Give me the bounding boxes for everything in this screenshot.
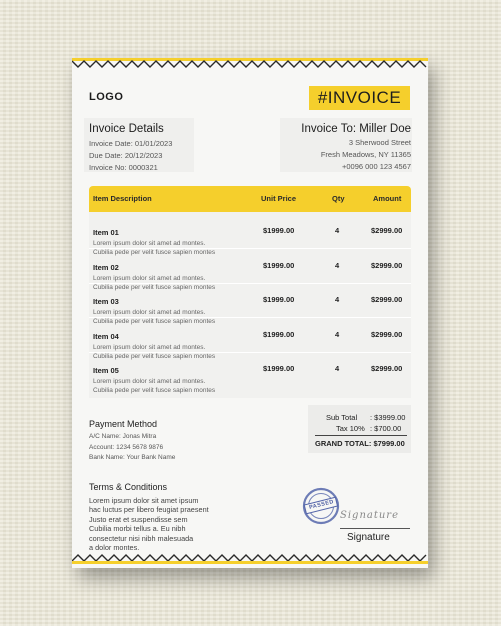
tax-label: Tax 10% [336, 424, 365, 433]
subtotal-label: Sub Total [326, 413, 358, 422]
invoice-details-lines [89, 138, 172, 174]
signature-label: Signature [347, 532, 390, 543]
terms-line: Cubilia morbi tellus a. Eu nibh [89, 524, 186, 534]
item-qty: 4 [335, 330, 340, 339]
col-amount: Amount [373, 194, 402, 203]
item-desc-line: Lorem ipsum dolor sit amet ad montes. [93, 309, 206, 316]
account-number: Account: 1234 5678 9876 [89, 443, 164, 451]
item-amount: $2999.00 [371, 295, 403, 304]
account-name: A/C Name: Jonas Mitra [89, 433, 157, 440]
terms-line: consectetur nisi nibh malesuada [89, 533, 194, 543]
item-price: $1999.00 [263, 364, 295, 373]
item-qty: 4 [335, 295, 340, 304]
item-desc-line: Cubilia pede per velit fusce sapien montes [93, 249, 216, 256]
item-price: $1999.00 [263, 261, 295, 270]
top-zigzag-border [72, 58, 428, 68]
item-amount: $2999.00 [371, 330, 403, 339]
invoice-details-title: Invoice Details [89, 123, 164, 135]
signature-script: Signature [340, 510, 400, 521]
totals-divider [315, 435, 407, 436]
stamp-text: PASSED [308, 499, 335, 511]
col-item-description: Item Description [93, 194, 152, 203]
item-qty: 4 [335, 364, 340, 373]
invoice-paper [72, 58, 428, 568]
invoice-to-lines [321, 137, 411, 173]
table-row [89, 214, 411, 256]
signature-line [340, 528, 410, 529]
item-qty: 4 [335, 226, 340, 235]
item-desc-line: Cubilia pede per velit fusce sapien montes [93, 387, 216, 394]
tax-value: : $700.00 [370, 424, 402, 433]
invoice-number: Invoice No: 0000321 [89, 163, 158, 172]
item-name: Item 03 [93, 297, 119, 306]
item-desc-line: Lorem ipsum dolor sit amet ad montes. [93, 344, 206, 351]
item-desc-line: Cubilia pede per velit fusce sapien montes [93, 318, 216, 325]
col-unit-price: Unit Price [261, 194, 297, 203]
table-header [89, 186, 411, 212]
logo: LOGO [89, 91, 124, 103]
item-description [93, 377, 253, 395]
item-desc-line: Cubilia pede per velit fusce sapien montes [93, 353, 216, 360]
item-amount: $2999.00 [371, 226, 403, 235]
terms-line: a dolor montes. [89, 543, 140, 553]
terms-line: Lorem ipsum dolor sit amet ipsum [89, 496, 199, 505]
address-street: 3 Sherwood Street [348, 138, 411, 147]
terms-line: Justo erat et suspendisse sem [89, 514, 188, 524]
item-name: Item 05 [93, 366, 119, 375]
terms-line: hac luctus per libero feugiat praesent [89, 505, 209, 515]
invoice-to-title: Invoice To: Miller Doe [301, 123, 411, 135]
table-row [89, 283, 411, 325]
item-desc-line: Lorem ipsum dolor sit amet ad montes. [93, 275, 206, 282]
bank-name: Bank Name: Your Bank Name [89, 454, 176, 461]
payment-method-lines [89, 432, 175, 464]
item-price: $1999.00 [263, 295, 295, 304]
table-row [89, 249, 411, 291]
item-desc-line: Cubilia pede per velit fusce sapien montes [93, 284, 216, 291]
item-amount: $2999.00 [371, 261, 403, 270]
bottom-zigzag-border [72, 554, 428, 564]
terms-title: Terms & Conditions [89, 482, 168, 492]
phone-number: +0096 000 123 4567 [341, 162, 411, 171]
item-desc-line: Lorem ipsum dolor sit amet ad montes. [93, 240, 206, 247]
item-name: Item 04 [93, 332, 119, 341]
item-name: Item 02 [93, 263, 119, 272]
item-amount: $2999.00 [371, 364, 403, 373]
invoice-title: #INVOICE [309, 86, 410, 110]
item-price: $1999.00 [263, 226, 295, 235]
address-city: Fresh Meadows, NY 11365 [320, 150, 411, 159]
table-row [89, 352, 411, 394]
col-qty: Qty [332, 194, 345, 203]
item-qty: 4 [335, 261, 340, 270]
item-desc-line: Lorem ipsum dolor sit amet ad montes. [93, 378, 206, 385]
grand-total: GRAND TOTAL: $7999.00 [315, 439, 405, 448]
terms-text [89, 496, 239, 552]
subtotal-value: : $3999.00 [370, 413, 406, 422]
invoice-date: Invoice Date: 01/01/2023 [89, 139, 173, 148]
table-row [89, 318, 411, 360]
due-date: Due Date: 20/12/2023 [89, 151, 163, 160]
item-name: Item 01 [93, 228, 119, 237]
item-price: $1999.00 [263, 330, 295, 339]
payment-method-title: Payment Method [89, 419, 158, 429]
